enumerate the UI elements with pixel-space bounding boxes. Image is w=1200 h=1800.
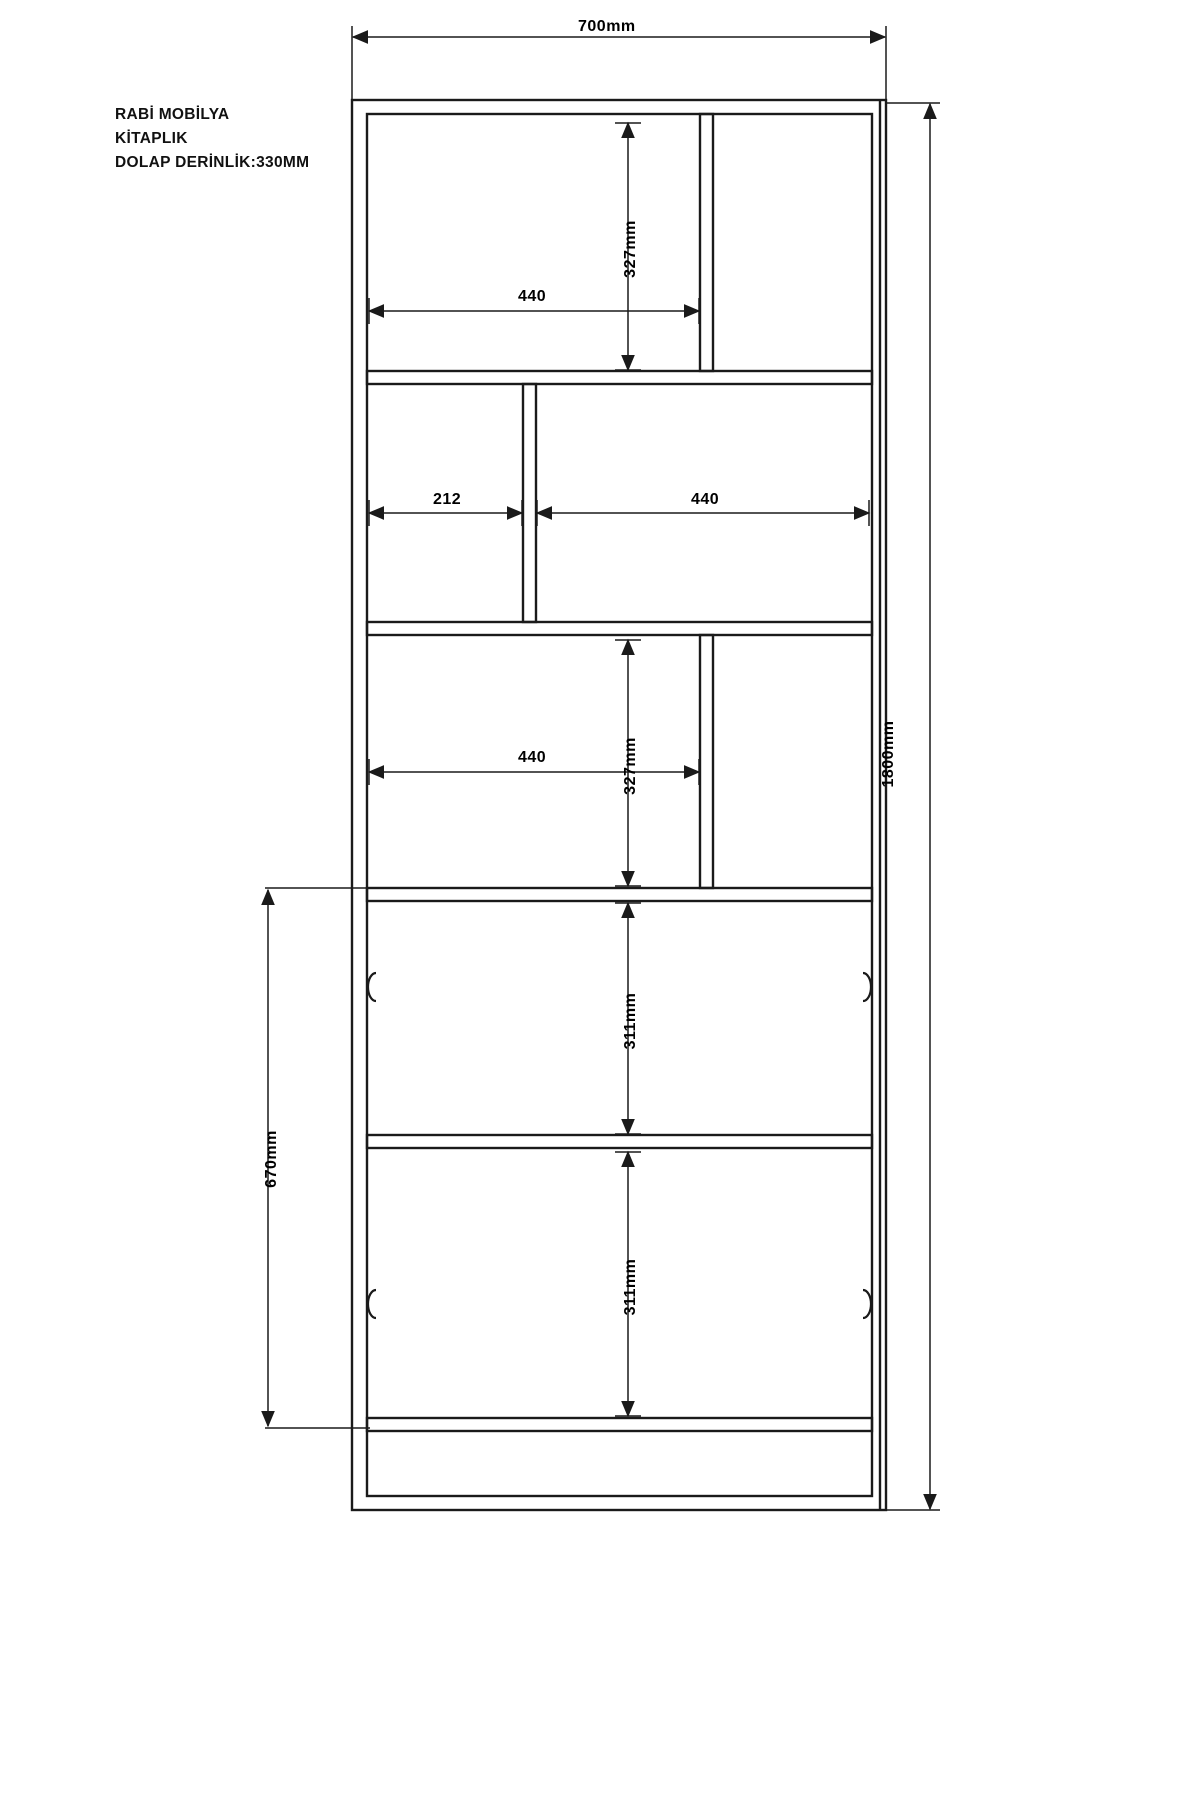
dim-door-top-height: 311mm [622, 992, 639, 1050]
title-block-product: KİTAPLIK [115, 130, 188, 148]
dim-overall-width: 700mm [578, 18, 636, 35]
dim-shelf-b-height: 327mm [622, 737, 639, 795]
title-block-depth-note: DOLAP DERİNLİK:330MM [115, 154, 310, 172]
door-handles [368, 973, 871, 1318]
dim-opening-narrow: 212 [427, 491, 467, 509]
dim-overall-height: 1800mm [880, 720, 897, 788]
dim-doors-total-height: 670mm [263, 1130, 280, 1188]
dim-opening-wide-3: 440 [512, 749, 552, 767]
dim-opening-wide-1: 440 [512, 288, 552, 306]
title-block [115, 103, 375, 175]
dim-opening-wide-2: 440 [685, 491, 725, 509]
title-block-company: RABİ MOBİLYA [115, 106, 230, 123]
dim-door-bottom-height: 311mm [622, 1258, 639, 1316]
dim-shelf-a-height: 327mm [622, 220, 639, 278]
